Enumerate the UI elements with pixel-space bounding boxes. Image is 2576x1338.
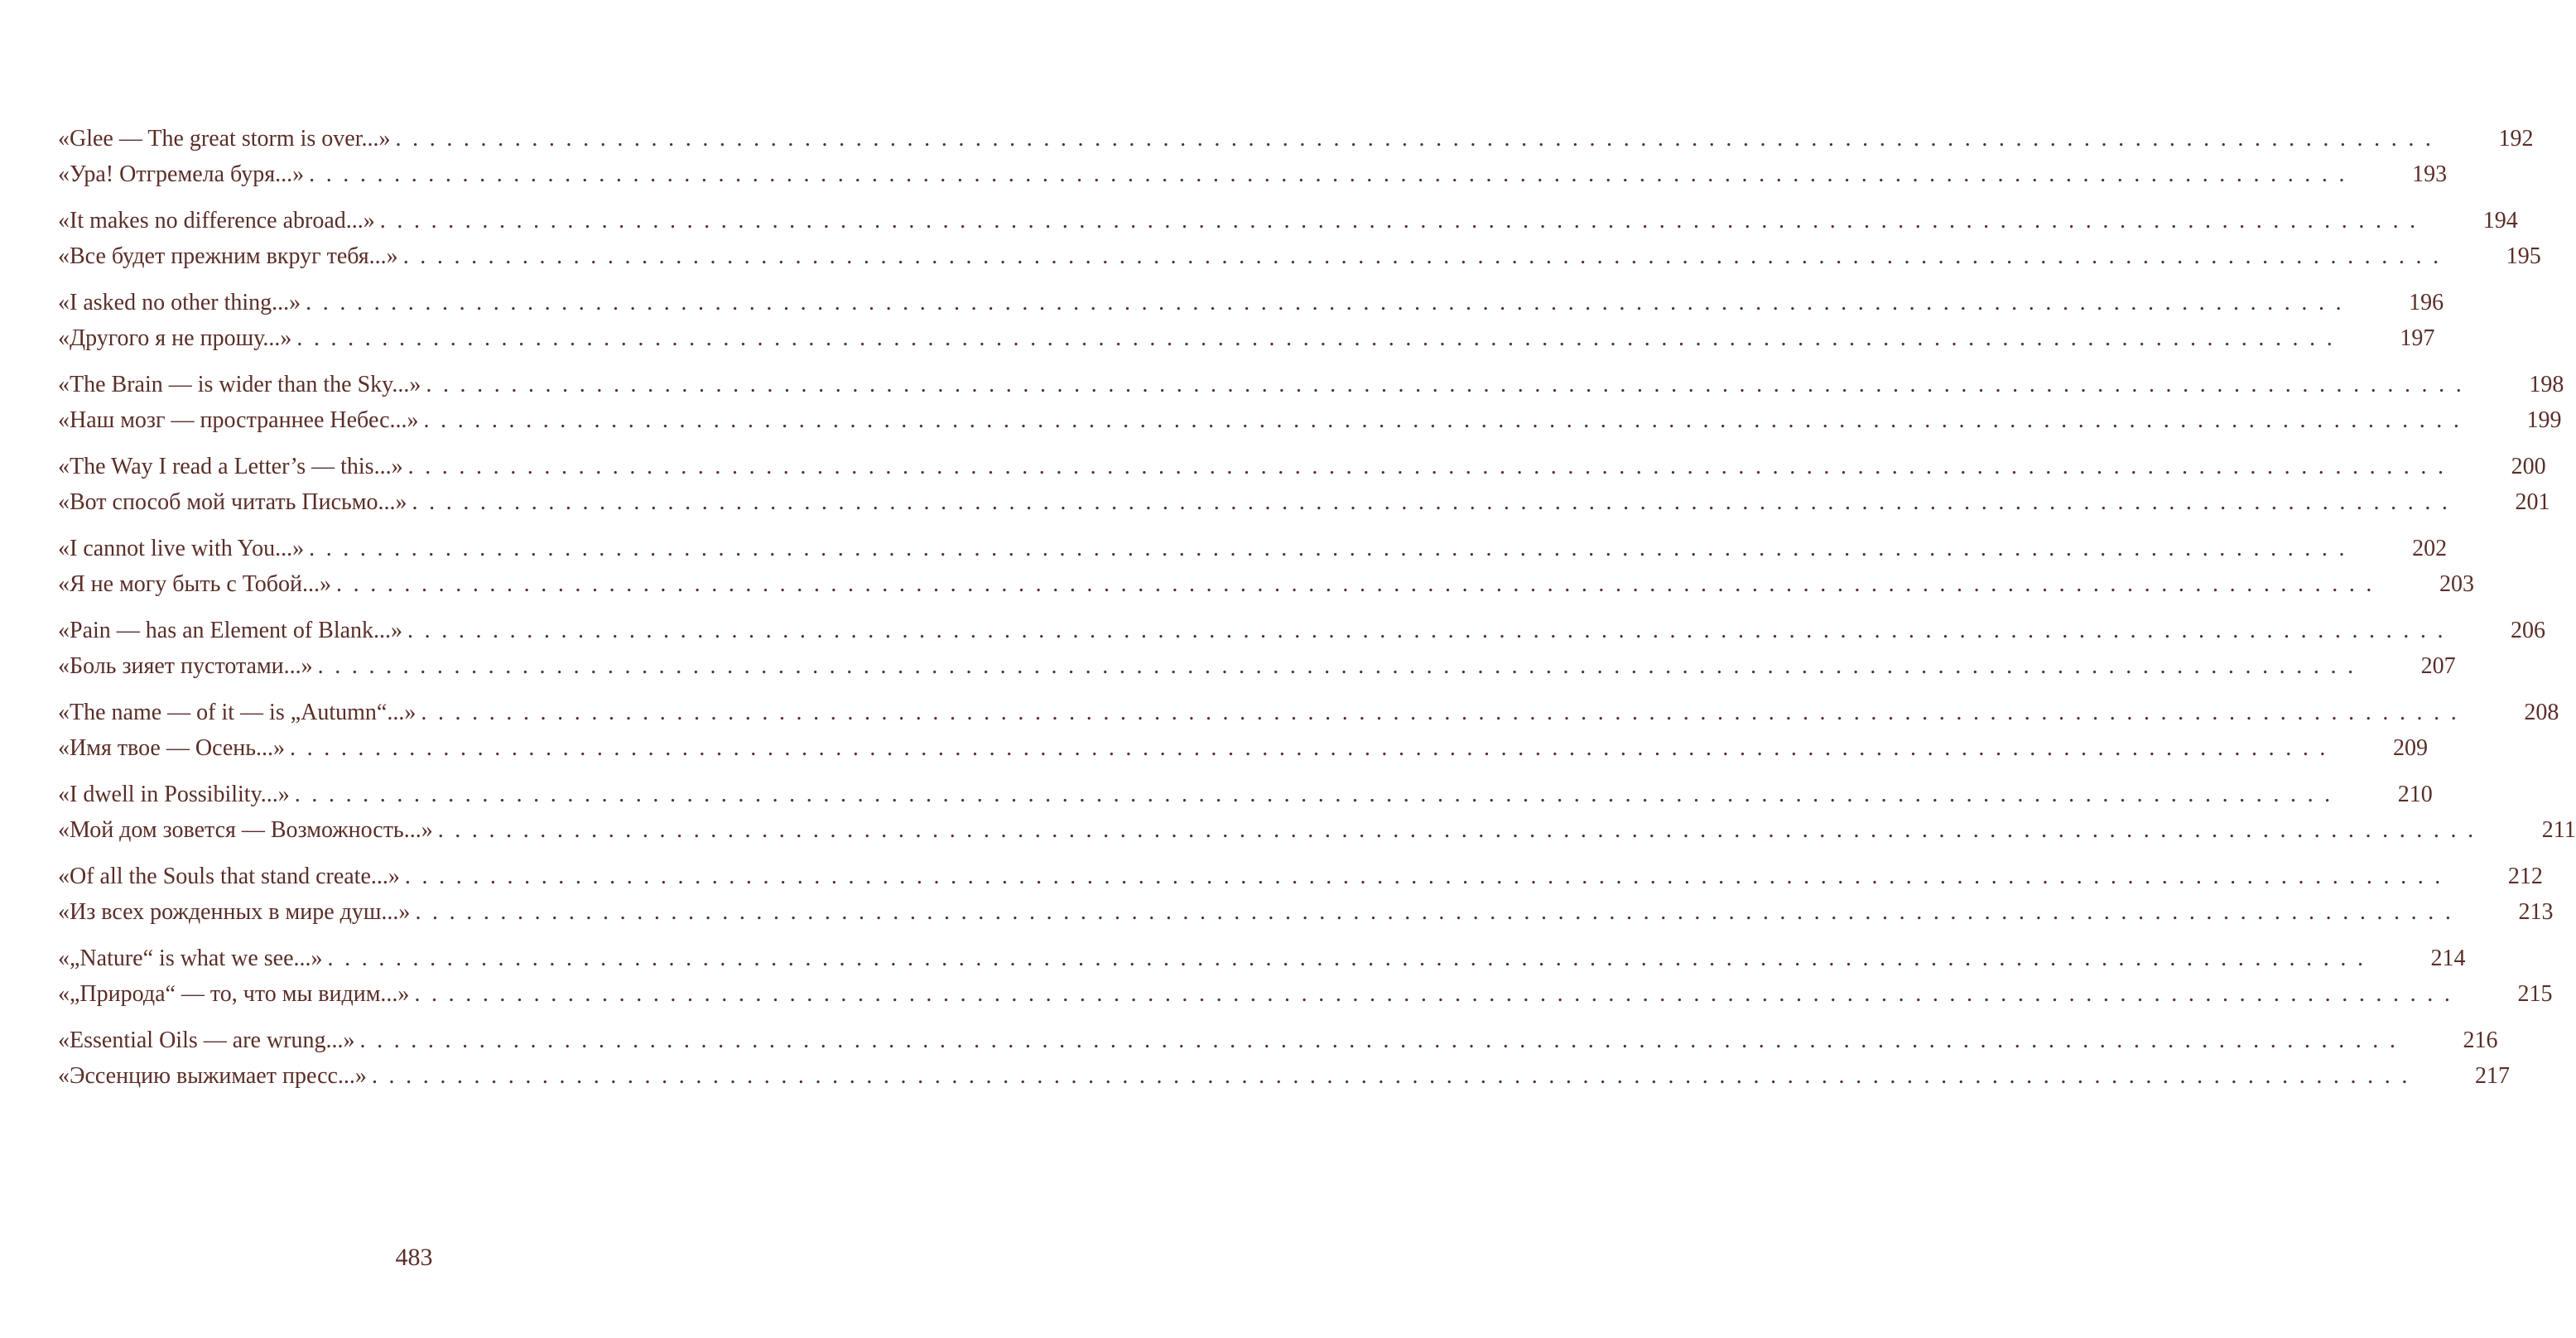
toc-entry-page: 216 (2463, 1028, 2498, 1053)
dot-leader: ........................................................................................................................ (294, 782, 2342, 807)
toc-group (58, 777, 2576, 848)
toc-entry-title: «The Way I read a Letter’s — this...» (58, 454, 403, 479)
toc-entry (58, 894, 2554, 930)
toc-entry-title: «Glee — The great storm is over...» (58, 126, 391, 152)
toc-entry-title: «Эссенцию выжимает пресс...» (58, 1063, 367, 1089)
dot-leader: ........................................................................................................................ (336, 571, 2384, 597)
toc-entry (58, 730, 2429, 766)
toc-entry-title: «Имя твое — Осень...» (58, 735, 286, 761)
dot-leader: ........................................................................................................................ (306, 290, 2353, 315)
toc-entry-page: 199 (2526, 407, 2562, 433)
toc-entry (58, 613, 2546, 648)
toc-entry-title: «„Природа“ — то, что мы видим...» (58, 981, 410, 1007)
toc-entry (58, 320, 2435, 356)
toc-entry (58, 402, 2562, 438)
toc-entry-page: 201 (2515, 489, 2550, 515)
toc-group (58, 531, 2475, 602)
toc-entry-title: «I dwell in Possibility...» (58, 782, 290, 807)
dot-leader: ........................................................................................................................ (437, 817, 2485, 843)
toc-entry-page: 209 (2393, 735, 2429, 761)
toc-entry (58, 449, 2546, 484)
toc-entry-title: «I asked no other thing...» (58, 290, 301, 315)
toc-entry (58, 484, 2550, 520)
toc-entry-title: «Другого я не прошу...» (58, 325, 292, 351)
toc-entry (58, 367, 2564, 402)
toc-entry (58, 777, 2433, 812)
dot-leader: ........................................................................................................................ (415, 899, 2463, 925)
dot-leader: ........................................................................................................................ (309, 161, 2357, 187)
toc-group (58, 367, 2564, 438)
toc-entry-page: 217 (2474, 1063, 2510, 1089)
dot-leader: ........................................................................................................................ (421, 700, 2468, 725)
toc-entry-page: 192 (2498, 126, 2534, 152)
toc-entry-page: 206 (2511, 618, 2546, 643)
toc-entry (58, 941, 2466, 976)
toc-entry-page: 214 (2430, 946, 2466, 971)
dot-leader: ........................................................................................................................ (371, 1063, 2419, 1089)
dot-leader: ........................................................................................................................ (327, 946, 2375, 971)
toc-entry-page: 197 (2400, 325, 2435, 351)
toc-entry-title: «Вот способ мой читать Письмо...» (58, 489, 407, 515)
page-number: 483 (395, 1244, 433, 1271)
toc-entry (58, 156, 2448, 192)
toc-entry-page: 195 (2506, 243, 2541, 269)
toc-group (58, 121, 2534, 192)
dot-leader: ........................................................................................................................ (423, 407, 2471, 433)
toc-entry-page: 203 (2439, 571, 2475, 597)
toc-entry-page: 210 (2397, 782, 2433, 807)
dot-leader: ........................................................................................................................ (426, 372, 2473, 397)
toc-entry-title: «Все будет прежним вкруг тебя...» (58, 243, 398, 269)
toc-entry-title: «Of all the Souls that stand create...» (58, 864, 400, 889)
toc-entry-title: «Наш мозг — пространнее Небес...» (58, 407, 419, 433)
toc-entry-title: «Я не могу быть с Тобой...» (58, 571, 332, 597)
toc-entry-page: 196 (2409, 290, 2444, 315)
toc-entry-title: «Ура! Отгремела буря...» (58, 161, 305, 187)
toc-entry (58, 859, 2543, 894)
toc-entry (58, 285, 2444, 320)
toc-entry-title: «I cannot live with You...» (58, 536, 305, 561)
toc-entry-title: «The name — of it — is „Autumn“...» (58, 700, 416, 725)
dot-leader: ........................................................................................................................ (407, 454, 2455, 479)
toc-entry (58, 812, 2576, 848)
toc-entry-title: «Из всех рожденных в мире душ...» (58, 899, 411, 925)
toc-entry-page: 212 (2507, 864, 2543, 889)
toc-entry (58, 238, 2541, 274)
toc-entry-title: «Боль зияет пустотами...» (58, 653, 313, 679)
toc-entry-title: «Мой дом зовется — Возможность...» (58, 817, 433, 843)
toc-group (58, 1023, 2510, 1094)
toc-entry-title: «„Nature“ is what we see...» (58, 946, 323, 971)
dot-leader: ........................................................................................................................ (317, 653, 2365, 679)
toc-entry-title: «Essential Oils — are wrung...» (58, 1028, 355, 1053)
dot-leader: ........................................................................................................................ (309, 536, 2357, 561)
toc-group (58, 203, 2541, 274)
toc-entry (58, 1023, 2498, 1058)
dot-leader: ........................................................................................................................ (414, 981, 2462, 1007)
toc-entry (58, 121, 2534, 156)
toc-group (58, 941, 2553, 1012)
toc-group (58, 613, 2546, 684)
toc-entry (58, 695, 2559, 730)
toc-entry (58, 203, 2518, 238)
toc-entry-page: 198 (2529, 372, 2564, 397)
toc-entry-title: «It makes no difference abroad...» (58, 208, 375, 233)
toc-entry-page: 202 (2412, 536, 2448, 561)
toc-entry-title: «The Brain — is wider than the Sky...» (58, 372, 421, 397)
dot-leader: ........................................................................................................................ (395, 126, 2443, 152)
dot-leader: ........................................................................................................................ (359, 1028, 2407, 1053)
dot-leader: ........................................................................................................................ (296, 325, 2344, 351)
toc-entry (58, 531, 2448, 566)
toc-entry-page: 194 (2482, 208, 2518, 233)
toc-entry-page: 207 (2420, 653, 2456, 679)
toc-group (58, 859, 2554, 930)
toc-group (58, 695, 2559, 766)
toc-entry-page: 200 (2511, 454, 2546, 479)
dot-leader: ........................................................................................................................ (404, 864, 2452, 889)
toc-entry (58, 976, 2553, 1012)
dot-leader: ........................................................................................................................ (379, 208, 2427, 233)
dot-leader: ........................................................................................................................ (407, 618, 2455, 643)
toc-entry-page: 193 (2412, 161, 2448, 187)
toc-entry-page: 215 (2517, 981, 2553, 1007)
toc-group (58, 285, 2444, 356)
toc-entry-page: 208 (2524, 700, 2559, 725)
toc-entry-page: 211 (2541, 817, 2576, 843)
toc-entry (58, 1058, 2510, 1094)
toc-entry (58, 566, 2475, 602)
toc-group (58, 449, 2550, 520)
toc-entry-title: «Pain — has an Element of Blank...» (58, 618, 403, 643)
dot-leader: ........................................................................................................................ (402, 243, 2450, 269)
dot-leader: ........................................................................................................................ (412, 489, 2459, 515)
dot-leader: ........................................................................................................................ (290, 735, 2338, 761)
toc-entry-page: 213 (2518, 899, 2554, 925)
table-of-contents (58, 121, 2576, 1105)
toc-entry (58, 648, 2456, 684)
